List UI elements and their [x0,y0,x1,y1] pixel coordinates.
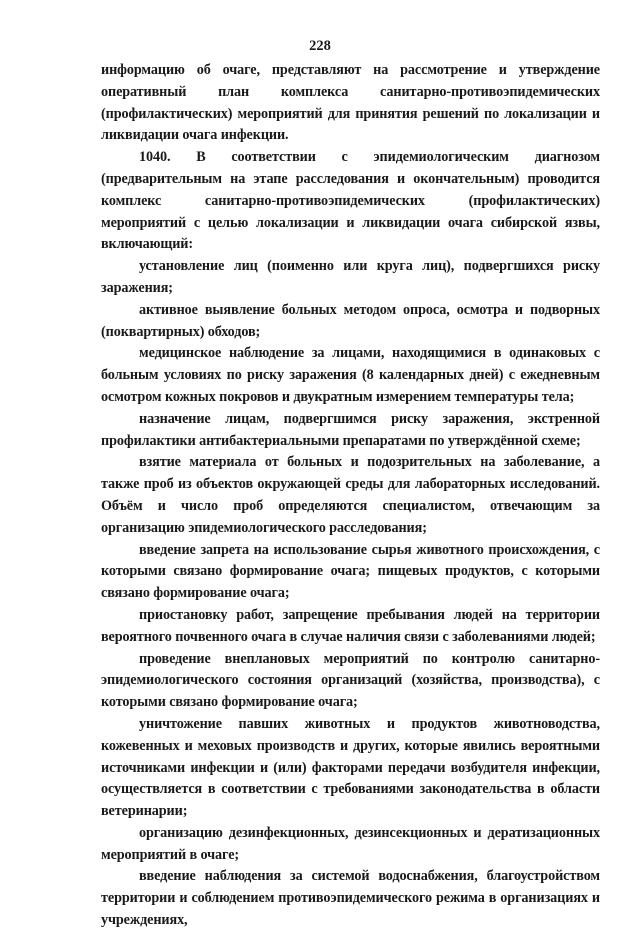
paragraph-continuation: информацию об очаге, представляют на рассмотрение и утверждение оперативный план комплекса санитарно-противоэпидемических (профилактических) мероприятий для принятия решений по локализации и ликвидации очага инфекции. [101,62,600,144]
list-item-active-detection: активное выявление больных методом опроса, осмотра и подворных (поквартирных) обходов; [101,301,600,340]
list-item-destruction: уничтожение павших животных и продуктов животноводства, кожевенных и меховых производств и других, которые явились вероятными источниками инфекции и (или) факторами передачи возбудителя инфекции, осуществляется в соответствии с требованиями законодательства в области ветеринарии; [101,715,600,820]
list-item-unscheduled-inspections: проведение внеплановых мероприятий по контролю санитарно-эпидемиологического состояния организаций (хозяйства, производства), с которыми связано формирование очага; [101,650,600,711]
list-item-identify-persons: установление лиц (поименно или круга лиц), подвергшихся риску заражения; [101,258,600,296]
page-number: 228 [309,38,331,54]
paragraph-clause-1040: 1040. В соответствии с эпидемиологическим диагнозом (предварительным на этапе расследования и окончательным) проводится комплекс санитарно-противоэпидемических (профилактических) мероприятий с целью локализации и ликвидации очага сибирской язвы, включающий: [101,149,600,253]
list-item-disinfection: организацию дезинфекционных, дезинсекционных и дератизационных мероприятий в очаге; [101,824,600,863]
list-item-medical-observation: медицинское наблюдение за лицами, находящимися в одинаковых с больным условиях по риску заражения (8 календарных дней) с ежедневным осмотром кожных покровов и двукратным измерением температуры тела; [101,345,600,405]
list-item-prophylaxis: назначение лицам, подвергшимся риску заражения, экстренной профилактики антибактериальными препаратами по утверждённой схеме; [101,410,600,449]
document-body [101,60,600,932]
list-item-work-suspension: приостановку работ, запрещение пребывания людей на территории вероятного почвенного очага в случае наличия связи с заболеваниями людей; [101,606,600,645]
list-item-raw-material-ban: введение запрета на использование сырья животного происхождения, с которыми связано формирование очага; пищевых продуктов, с которыми связано формирование очага; [101,541,600,602]
list-item-sampling: взятие материала от больных и подозрительных на заболевание, а также проб из объектов окружающей среды для лабораторных исследований. Объём и число проб определяются специалистом, отвечающим за организацию эпидемиологического расследования; [101,454,600,536]
list-item-water-supply-monitoring: введение наблюдения за системой водоснабжения, благоустройством территории и соблюдением противоэпидемического режима в организациях и учреждениях, [101,868,600,929]
